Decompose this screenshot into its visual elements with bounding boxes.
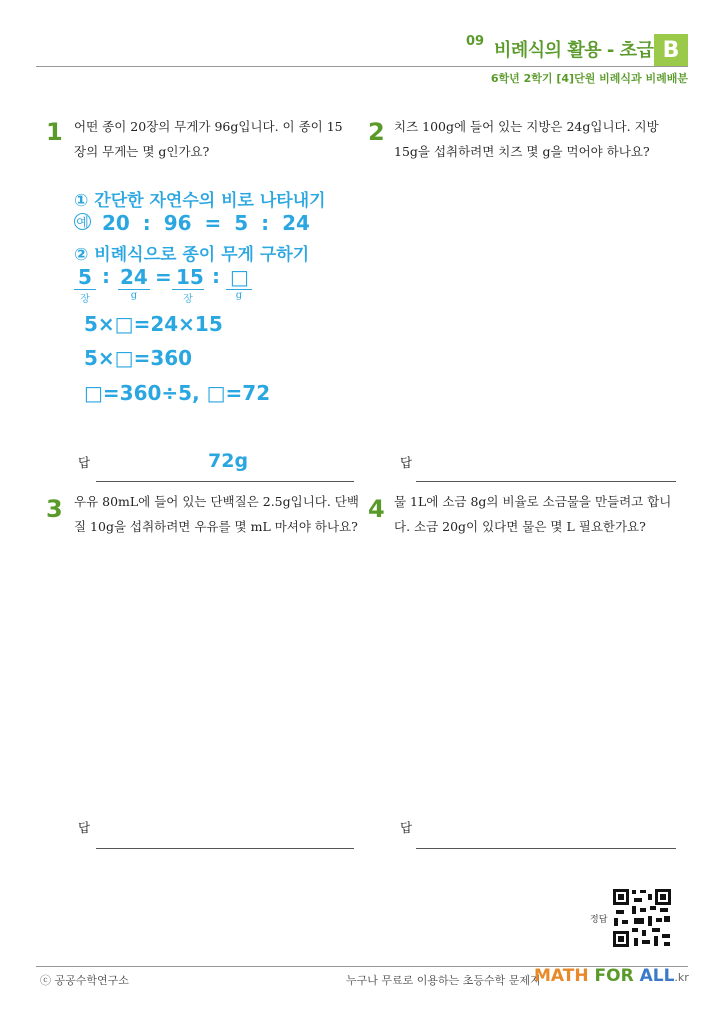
answer-1-line (96, 481, 354, 482)
calc-line-2: 5×□=360 (84, 346, 193, 370)
equals-sign: = (155, 265, 172, 289)
problem-4-line1: 물 1L에 소금 8g의 비율로 소금물을 만들려고 합니 (394, 494, 672, 509)
problem-2-number: 2 (368, 118, 385, 146)
brand-all: ALL (639, 966, 675, 986)
worksheet-subtitle: 6학년 2학기 [4]단원 비례식과 비례배분 (490, 72, 688, 85)
answer-qr-code[interactable] (612, 888, 672, 948)
brand-kr: .kr (674, 971, 689, 984)
brand-logo[interactable] (534, 966, 689, 986)
brand-math: MATH (534, 966, 589, 986)
problem-4-number: 4 (368, 495, 385, 523)
problem-1-text (74, 114, 364, 164)
prop-b: 24 (120, 265, 148, 289)
footer-copyright: ⓒ 공공수학연구소 (40, 974, 129, 987)
colon-1: : (102, 264, 110, 288)
calc-line-3: □=360÷5, □=72 (84, 381, 271, 405)
answer-4-line (416, 848, 676, 849)
answer-2-label: 답 (400, 455, 413, 470)
qr-label: 정답 (590, 915, 608, 925)
unit-d: g (235, 290, 243, 301)
answer-1-label: 답 (78, 455, 91, 470)
prop-c: 15 (176, 265, 204, 289)
unit-a: 장 (80, 294, 90, 305)
calc-line-1: 5×□=24×15 (84, 312, 223, 336)
problem-4-line2: 다. 소금 20g이 있다면 물은 몇 L 필요한가요? (394, 519, 646, 534)
ratio-line: 20 : 96 = 5 : 24 (102, 211, 310, 235)
problem-1-line2: 장의 무게는 몇 g인가요? (74, 144, 210, 159)
example-mark: 예 (74, 213, 91, 230)
problem-2-text (394, 114, 690, 164)
solution-step2: ② 비례식으로 종이 무게 구하기 (74, 245, 310, 265)
problem-3-number: 3 (46, 495, 63, 523)
answer-4-label: 답 (400, 820, 413, 835)
problem-1-line1: 어떤 종이 20장의 무게가 96g입니다. 이 종이 15 (74, 119, 343, 134)
answer-3-label: 답 (78, 820, 91, 835)
header-divider (36, 66, 688, 67)
problem-4-text (394, 489, 690, 539)
solution-step1: ① 간단한 자연수의 비로 나타내기 (74, 191, 326, 211)
brand-for: FOR (594, 966, 634, 986)
problem-3-line2: 질 10g을 섭취하려면 우유를 몇 mL 마셔야 하나요? (74, 519, 358, 534)
answer-1-value: 72g (208, 450, 249, 472)
problem-2-line2: 15g을 섭취하려면 치즈 몇 g을 먹어야 하나요? (394, 144, 650, 159)
worksheet-number: 09 (466, 34, 485, 49)
unit-b: g (130, 290, 138, 301)
answer-3-line (96, 848, 354, 849)
prop-d: □ (230, 265, 249, 289)
level-badge: B (654, 34, 688, 66)
problem-2-line1: 치즈 100g에 들어 있는 지방은 24g입니다. 지방 (394, 119, 659, 134)
prop-a: 5 (78, 265, 92, 289)
problem-3-line1: 우유 80mL에 들어 있는 단백질은 2.5g입니다. 단백 (74, 494, 359, 509)
colon-2: : (212, 264, 220, 288)
answer-2-line (416, 481, 676, 482)
problem-1-number: 1 (46, 118, 63, 146)
worksheet-title: 비례식의 활용 - 초급 (494, 40, 654, 61)
footer-tagline: 누구나 무료로 이용하는 초등수학 문제지 (346, 974, 541, 987)
problem-3-text (74, 489, 366, 539)
unit-c: 장 (183, 294, 193, 305)
